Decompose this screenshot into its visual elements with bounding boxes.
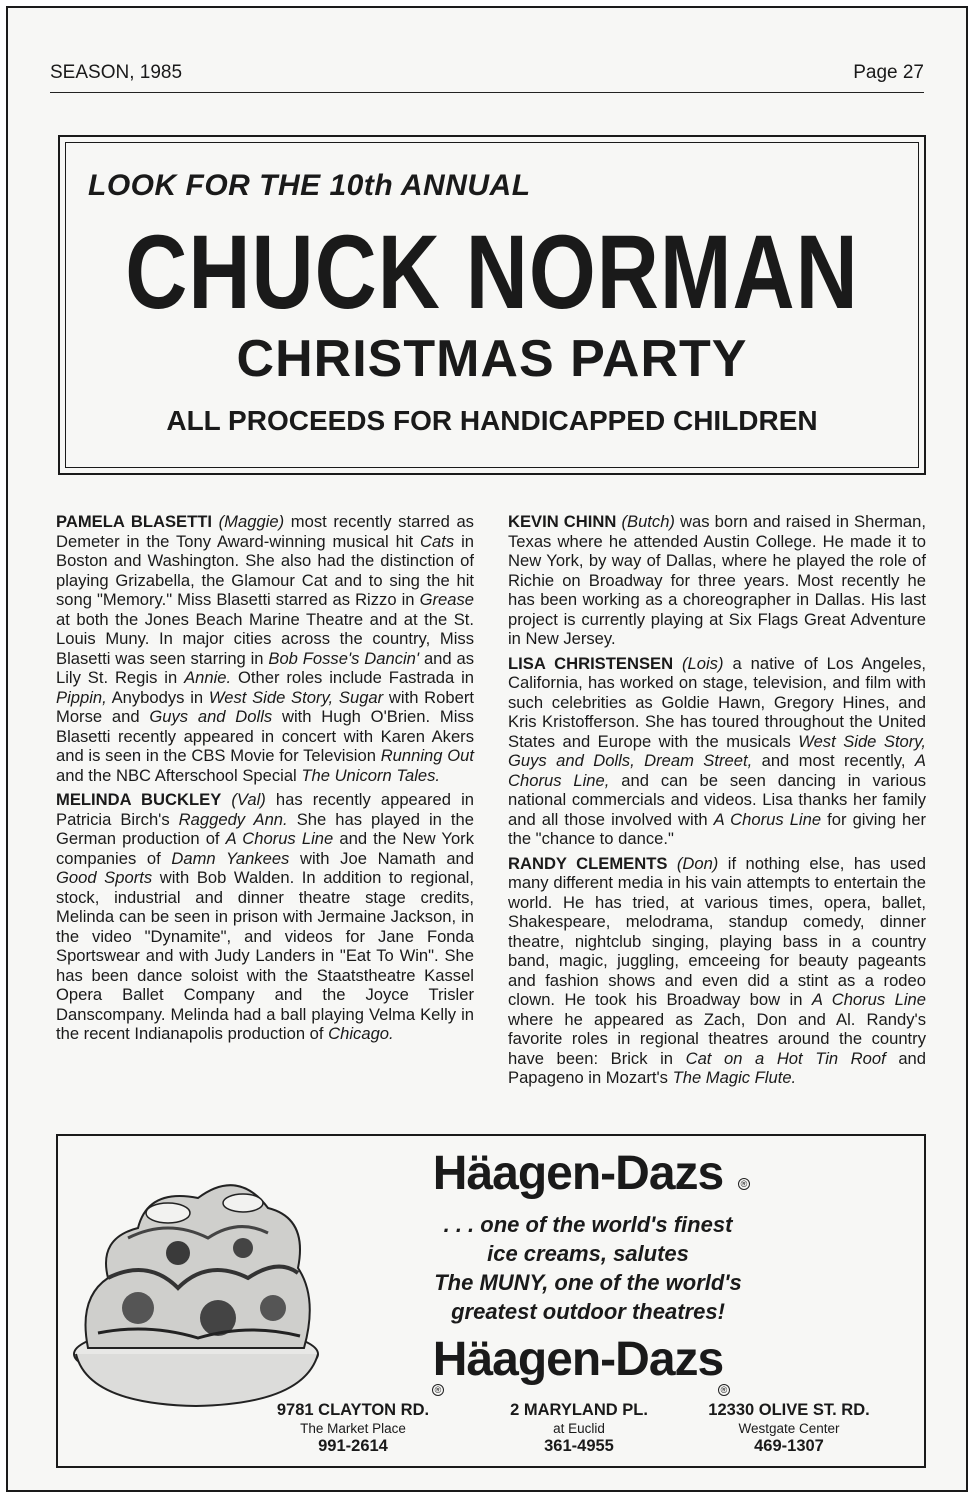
bio-text-segment: and the NBC Afterschool Special xyxy=(56,765,302,785)
store-phone: 469-1307 xyxy=(754,1437,824,1455)
bio-title-italic: West Side Story, Guys and Dolls, Dream Street, xyxy=(508,731,926,770)
store-address: 9781 CLAYTON RD. xyxy=(276,1401,430,1419)
bio-text-segment: and most recently, xyxy=(752,751,915,770)
store-location-maryland xyxy=(484,1401,674,1456)
bio-text-segment: in Boston and Washington. She also had the distinction of playing Grizabella, the Glamour Cat and to sing the hit song "Memory." Miss Blasetti starred as Rizzo in xyxy=(56,531,474,609)
store-landmark: The Market Place xyxy=(300,1421,406,1436)
bio-role: (Val) xyxy=(231,790,266,809)
page-number: Page 27 xyxy=(853,62,924,83)
bio-text-segment: has recently appeared in Patricia Birch's xyxy=(56,790,474,829)
bio-text-segment: was born and raised in Sherman, Texas where he attended Austin College. He made it to New York, by way of Dallas, where he played the role of Richie on Broadway for three years. Most recently he has been working as a choreographer in Dallas. His last project is currently playing at Six Flags Great Adventure in New Jersey. xyxy=(508,512,926,648)
bio-column-right xyxy=(508,512,926,1093)
bio-name: LISA CHRISTENSEN xyxy=(508,653,674,673)
bio-paragraph xyxy=(56,512,474,785)
store-location-clayton xyxy=(258,1401,448,1456)
haagen-dazs-logo-bottom: Häagen-Dazs xyxy=(432,1333,724,1386)
ad-proceeds-line: ALL PROCEEDS FOR HANDICAPPED CHILDREN xyxy=(166,405,818,436)
tagline-line: . . . one of the world's finest xyxy=(443,1212,733,1237)
tagline-line: ice creams, salutes xyxy=(487,1241,689,1266)
bio-text xyxy=(508,654,926,849)
bio-title-italic: West Side Story, Sugar xyxy=(208,687,384,707)
bio-title-italic: Grease xyxy=(419,590,474,609)
store-phone: 991-2614 xyxy=(318,1437,388,1455)
store-address: 12330 OLIVE ST. RD. xyxy=(708,1401,870,1419)
bio-name: RANDY CLEMENTS xyxy=(508,853,668,873)
store-location-olive xyxy=(694,1401,884,1456)
bio-title-italic: Guys and Dolls xyxy=(149,707,273,726)
bio-text xyxy=(508,854,926,1088)
bio-title-italic: The Magic Flute. xyxy=(672,1068,797,1087)
christmas-party-ad xyxy=(58,135,926,475)
bio-text-segment: where he appeared as Zach, Don and Al. Randy's favorite roles in regional theatres around the country have been: Brick in xyxy=(508,1009,926,1068)
haagen-dazs-ad xyxy=(56,1134,926,1468)
bio-title-italic: Good Sports xyxy=(56,868,153,887)
tagline-line: The MUNY, one of the world's xyxy=(434,1270,742,1295)
bio-text-segment: Other roles include Fastrada in xyxy=(231,668,474,687)
bio-role: (Don) xyxy=(676,853,719,873)
bio-title-italic: Pippin, xyxy=(56,687,107,707)
bio-title-italic: The Unicorn Tales. xyxy=(301,765,441,785)
bio-title-italic: Running Out xyxy=(380,746,474,765)
bio-name: KEVIN CHINN xyxy=(508,512,617,531)
bio-text-segment: with Hugh O'Brien. Miss Blasetti recently appeared in concert with Karen Akers and is seen in the CBS Movie for Television xyxy=(56,707,474,765)
tagline-line: greatest outdoor theatres! xyxy=(451,1299,725,1324)
bio-paragraph xyxy=(508,512,926,649)
ad-headline-name: CHUCK NORMAN xyxy=(125,214,859,332)
bio-title-italic: Cats xyxy=(420,531,455,551)
bio-text-segment: most recently starred as Demeter in the Tony Award-winning musical hit xyxy=(56,512,474,551)
bio-text xyxy=(56,790,474,1043)
haagen-dazs-tagline xyxy=(348,1210,828,1326)
ice-cream-sundae-illustration xyxy=(68,1158,326,1408)
bio-text-segment: and the New York companies of xyxy=(56,829,474,868)
bio-text-segment: for giving her the "chance to dance." xyxy=(508,809,926,848)
ad-intro-line: LOOK FOR THE 10th ANNUAL xyxy=(88,169,531,202)
bio-title-italic: A Chorus Line xyxy=(811,990,926,1009)
bio-title-italic: A Chorus Line xyxy=(713,809,822,829)
haagen-dazs-logo-top: Häagen-Dazs xyxy=(432,1147,724,1200)
store-address: 2 MARYLAND PL. xyxy=(510,1401,648,1419)
bio-title-italic: Chicago. xyxy=(328,1024,394,1043)
bio-paragraph xyxy=(56,790,474,1044)
bio-text-segment: with Joe Namath and xyxy=(289,848,475,868)
bio-title-italic: A Chorus Line xyxy=(225,829,334,848)
registered-mark-left: ® xyxy=(432,1384,444,1396)
bio-text-segment: Anybodys in xyxy=(106,687,209,707)
store-landmark: Westgate Center xyxy=(738,1421,840,1436)
bio-text-segment: if nothing else, has used many different media in his vain attempts to entertain the world. He has tried, at various times, opera, ballet, Shakespeare, melodrama, standup comedy, dinner theatre, nightclub singing, playing bass in a country band, magic, juggling, emceeing for beauty pageants and fashion shows and even did a stint as a rodeo clown. He took his Broadway bow in xyxy=(508,853,927,1009)
bio-title-italic: Annie. xyxy=(184,668,232,687)
store-phone: 361-4955 xyxy=(544,1437,614,1455)
bio-role: (Butch) xyxy=(621,512,675,531)
registered-mark-right: ® xyxy=(718,1384,730,1396)
bio-text-segment: She has played in the German production of xyxy=(56,809,474,848)
bio-title-italic: Raggedy Ann. xyxy=(178,809,288,829)
bio-title-italic: Damn Yankees xyxy=(171,848,290,868)
bio-text-segment: at both the Jones Beach Marine Theatre and at the St. Louis Muny. In major cities across the country, Miss Blasetti was seen starring in xyxy=(56,609,474,668)
bio-text-segment: with Robert Morse and xyxy=(56,687,474,726)
season-label: SEASON, 1985 xyxy=(50,62,183,83)
bio-text xyxy=(508,512,926,648)
bio-name: MELINDA BUCKLEY xyxy=(56,790,222,809)
page-header xyxy=(50,62,924,93)
bio-text-segment: and as Lily St. Regis in xyxy=(56,648,474,687)
bio-name: PAMELA BLASETTI xyxy=(56,512,212,531)
bio-paragraph xyxy=(508,654,926,849)
bio-paragraph xyxy=(508,854,926,1088)
bio-title-italic: Bob Fosse's Dancin' xyxy=(268,648,420,668)
bio-text-segment: and Papageno in Mozart's xyxy=(508,1048,927,1087)
bio-role: (Maggie) xyxy=(218,512,285,531)
bio-role: (Lois) xyxy=(682,653,724,673)
store-landmark: at Euclid xyxy=(553,1421,605,1436)
registered-mark-top: ® xyxy=(738,1178,750,1190)
christmas-party-ad-inner-border xyxy=(65,142,919,468)
ad-headline-event: CHRISTMAS PARTY xyxy=(236,330,748,388)
bio-text-segment: with Bob Walden. In addition to regional, stock, industrial and dinner theatre stage credits, Melinda can be seen in prison with Jermaine Jackson, in the video "Dynamite", and videos for Jane Fonda Sportswear and with Judy Landers in "Eat To Win". She has been dance soloist with the Staatstheatre Kassel Opera Ballet Company and the Joyce Trisler Danscompany. Melinda had a ball playing Velma Kelly in the recent Indianapolis production of xyxy=(56,868,474,1043)
bio-text-segment: a native of Los Angeles, California, has worked on stage, television, and film with such celebrities as Goldie Hawn, Gregory Hines, and Kris Kristofferson. She has toured throughout the United States and Europe with the musicals xyxy=(508,653,926,751)
bio-title-italic: A Chorus Line, xyxy=(508,751,926,790)
bio-text-segment: and can be seen dancing in various national commercials and videos. Lisa thanks her family and all those involved with xyxy=(508,770,927,829)
bio-column-left xyxy=(56,512,474,1049)
bio-text xyxy=(56,512,474,785)
bio-title-italic: Cat on a Hot Tin Roof xyxy=(685,1048,886,1068)
